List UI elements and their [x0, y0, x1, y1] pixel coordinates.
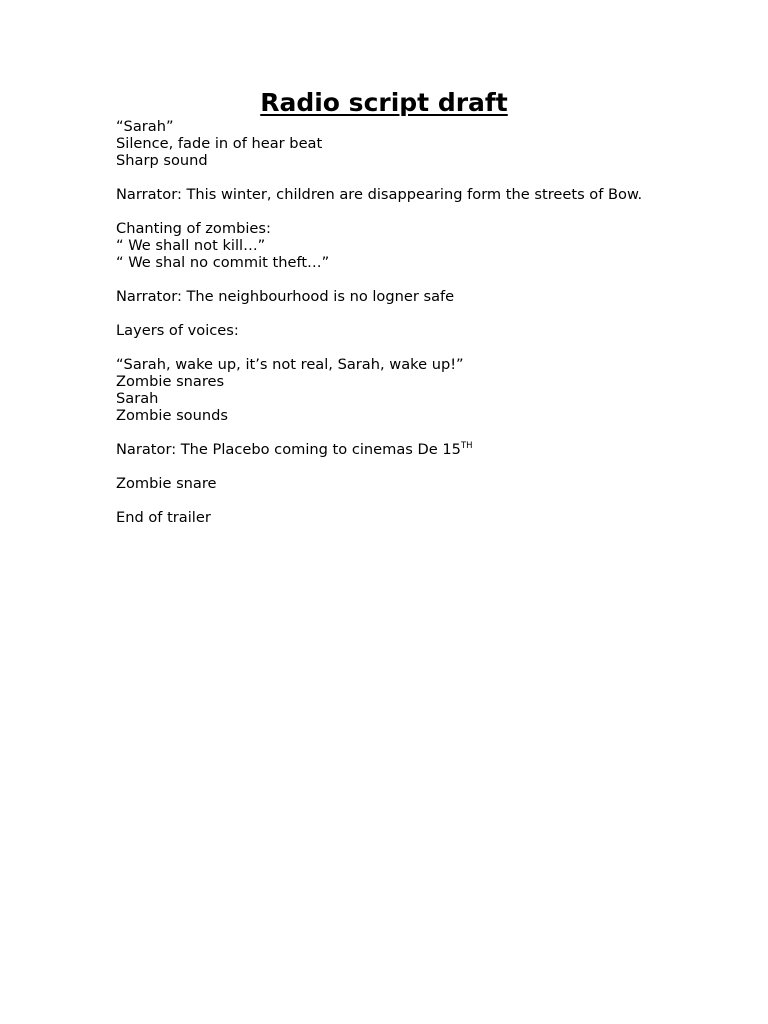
script-line: “ We shal no commit theft…” [116, 254, 330, 271]
blank-line [116, 305, 656, 322]
script-line: Zombie sounds [116, 407, 228, 424]
release-date-text: Narator: The Placebo coming to cinemas De 15 [116, 441, 461, 458]
script-line-release-date [116, 441, 656, 458]
script-line: “Sarah” [116, 118, 174, 135]
ordinal-superscript: TH [460, 441, 473, 451]
script-line: Narrator: This winter, children are disappearing form the streets of Bow. [116, 186, 643, 203]
blank-line [116, 169, 656, 186]
script-line: Layers of voices: [116, 322, 239, 339]
script-line: “Sarah, wake up, it’s not real, Sarah, wake up!” [116, 356, 464, 373]
script-line: Silence, fade in of hear beat [116, 135, 323, 152]
script-line: End of trailer [116, 509, 211, 526]
blank-line [116, 203, 656, 220]
blank-line [116, 339, 656, 356]
script-line: Chanting of zombies: [116, 220, 271, 237]
document-title: Radio script draft [260, 88, 508, 117]
script-body [116, 118, 656, 526]
script-line: Sarah [116, 390, 159, 407]
script-line: Narrator: The neighbourhood is no logner safe [116, 288, 455, 305]
script-line: Zombie snares [116, 373, 225, 390]
blank-line [116, 492, 656, 509]
script-line: Sharp sound [116, 152, 208, 169]
script-line: Zombie snare [116, 475, 217, 492]
script-line: “ We shall not kill…” [116, 237, 266, 254]
blank-line [116, 271, 656, 288]
blank-line [116, 424, 656, 441]
blank-line [116, 458, 656, 475]
